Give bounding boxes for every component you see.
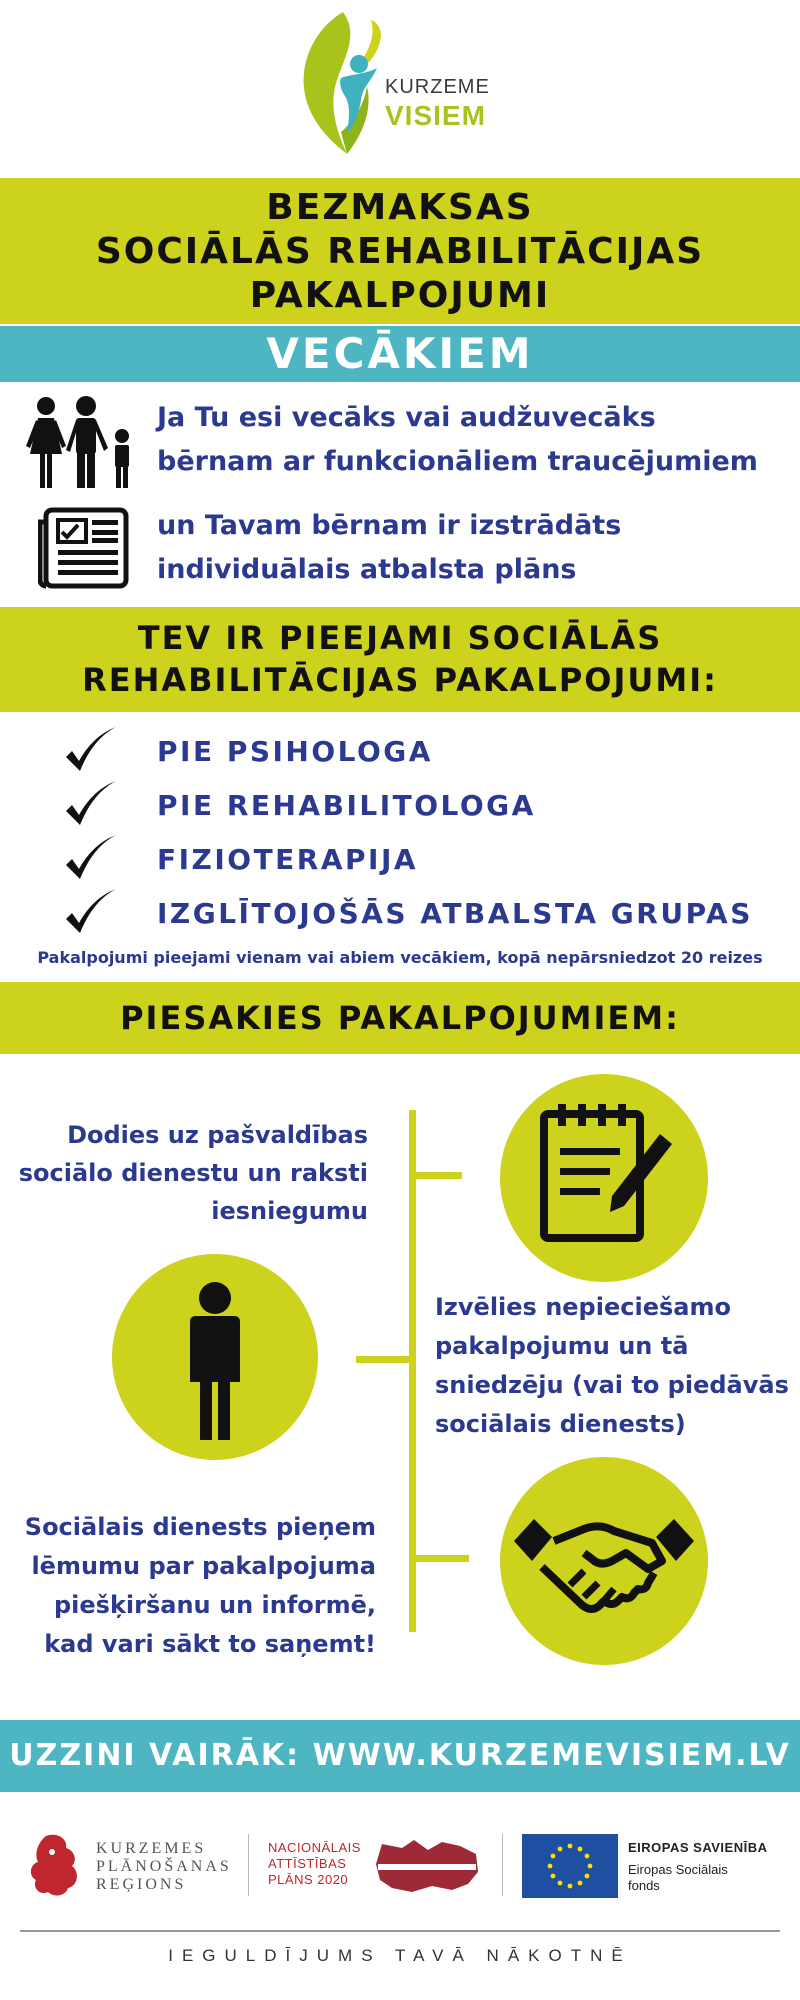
service-item bbox=[60, 832, 419, 886]
logo-hands-icon bbox=[285, 8, 395, 158]
title-line-1: BEZMAKSAS bbox=[266, 187, 534, 228]
kpr-lion-icon bbox=[26, 1830, 86, 1900]
kpr-logo-text: KURZEMES PLĀNOŠANAS REĢIONS bbox=[96, 1840, 232, 1893]
footer-divider bbox=[20, 1930, 780, 1932]
eu-subtitle: Eiropas Sociālais fonds bbox=[628, 1862, 728, 1893]
eu-flag-icon bbox=[522, 1834, 618, 1898]
nap-logo-text: NACIONĀLAIS ATTĪSTĪBAS PLĀNS 2020 bbox=[268, 1840, 361, 1887]
footer-slogan: IEGULDĪJUMS TAVĀ NĀKOTNĒ bbox=[168, 1946, 632, 1965]
audience-band bbox=[0, 326, 800, 382]
person-icon bbox=[112, 1254, 318, 1460]
checkmark-icon bbox=[60, 885, 120, 941]
document-icon bbox=[38, 506, 130, 590]
notepad-pencil-icon bbox=[500, 1074, 708, 1282]
handshake-icon bbox=[500, 1457, 708, 1665]
service-label: IZGLĪTOJOŠĀS ATBALSTA GRUPAS bbox=[157, 896, 753, 930]
checkmark-icon bbox=[60, 777, 120, 833]
logo bbox=[285, 8, 525, 158]
service-label: FIZIOTERAPIJA bbox=[157, 842, 419, 876]
service-label: PIE PSIHOLOGA bbox=[157, 734, 433, 768]
timeline-branch bbox=[356, 1356, 416, 1363]
apply-heading: PIESAKIES PAKALPOJUMIEM: bbox=[120, 999, 680, 1037]
service-label: PIE REHABILITOLOGA bbox=[157, 788, 536, 822]
timeline-branch bbox=[409, 1172, 462, 1179]
more-info-band bbox=[0, 1720, 800, 1792]
audience-label: VECĀKIEM bbox=[266, 329, 534, 378]
title-line-2: SOCIĀLĀS REHABILITĀCIJAS bbox=[95, 231, 705, 272]
checkmark-icon bbox=[60, 723, 120, 779]
services-note: Pakalpojumi pieejami vienam vai abiem vecākiem, kopā nepārsniedzot 20 reizes bbox=[37, 948, 763, 967]
timeline-line bbox=[409, 1110, 416, 1632]
step-1-circle bbox=[500, 1074, 708, 1282]
available-line-1: TEV IR PIEEJAMI SOCIĀLĀS bbox=[137, 619, 663, 657]
intro-text-1b: bērnam ar funkcionāliem traucējumiem bbox=[157, 446, 758, 477]
service-item bbox=[60, 886, 753, 940]
timeline-branch bbox=[409, 1555, 469, 1562]
step-1-text: Dodies uz pašvaldības sociālo dienestu un raksti iesniegumu bbox=[18, 1121, 368, 1225]
latvia-map-icon bbox=[372, 1834, 482, 1896]
more-info-link[interactable]: UZZINI VAIRĀK: WWW.KURZEMEVISIEM.LV bbox=[9, 1738, 791, 1773]
title-line-3: PAKALPOJUMI bbox=[249, 275, 551, 316]
step-2-text: Izvēlies nepieciešamo pakalpojumu un tā sniedzēju (vai to piedāvās sociālais dienests) bbox=[435, 1293, 789, 1438]
available-line-2: REHABILITĀCIJAS PAKALPOJUMI: bbox=[82, 661, 718, 699]
intro-text-2b: individuālais atbalsta plāns bbox=[157, 554, 577, 585]
intro-text-1a: Ja Tu esi vecāks vai audžuvecāks bbox=[157, 402, 656, 433]
logo-text-visiem: VISIEM bbox=[385, 100, 486, 131]
title-band bbox=[0, 178, 800, 324]
step-2-person-circle bbox=[112, 1254, 318, 1460]
step-3-circle bbox=[500, 1457, 708, 1665]
apply-band bbox=[0, 982, 800, 1054]
logo-text-kurzeme: KURZEME bbox=[385, 76, 490, 98]
service-item bbox=[60, 778, 536, 832]
eu-title: EIROPAS SAVIENĪBA bbox=[628, 1840, 768, 1855]
available-band bbox=[0, 607, 800, 712]
checkmark-icon bbox=[60, 831, 120, 887]
service-item bbox=[60, 724, 433, 778]
family-icon bbox=[22, 396, 142, 492]
logo-divider bbox=[248, 1834, 249, 1896]
intro-text-2a: un Tavam bērnam ir izstrādāts bbox=[157, 510, 622, 541]
logo-divider bbox=[502, 1834, 503, 1896]
step-3-text: Sociālais dienests pieņem lēmumu par pakalpojuma piešķiršanu un informē, kad vari sākt to saņemt! bbox=[24, 1513, 376, 1658]
